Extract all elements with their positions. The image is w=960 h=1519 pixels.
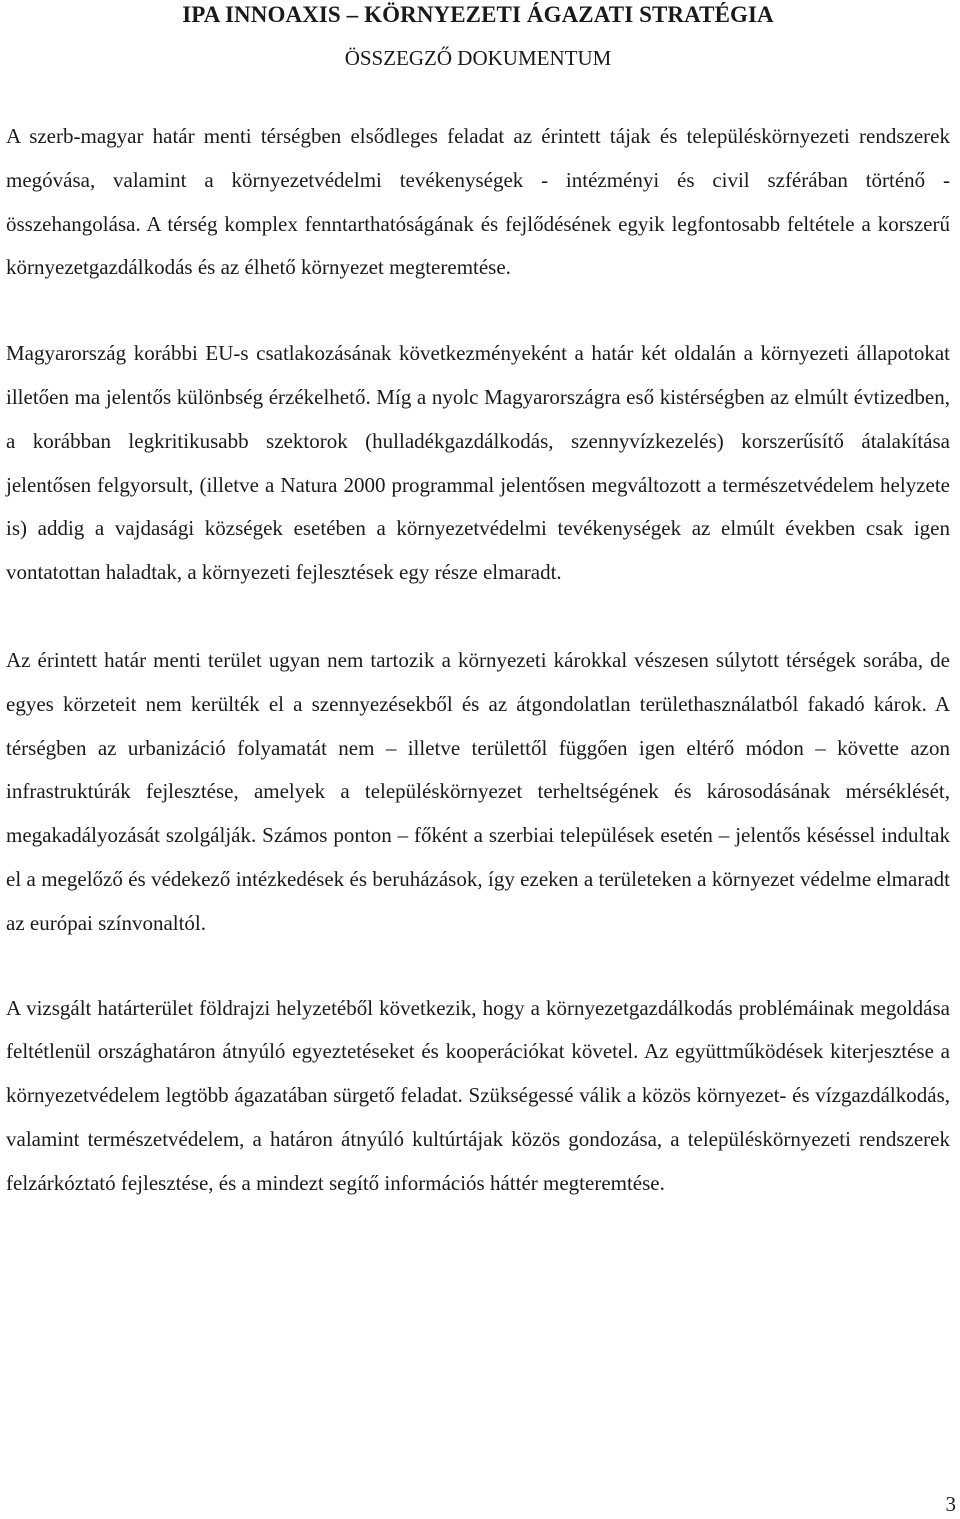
paragraph-2: Magyarország korábbi EU-s csatlakozásának következményeként a határ két oldalán a környezeti állapotokat illetően ma jelentős különbség érzékelhető. Míg a nyolc Magyarországra eső kistérségben az elmúlt évtizedben, a korábban legkritikusabb szektorok (hulladékgazdálkodás, szennyvízkezelés) korszerűsítő átalakítása jelentősen felgyorsult, (illetve a Natura 2000 programmal jelentősen megváltozott a természetvédelem helyzete is) addig a vajdasági községek esetében a környezetvédelmi tevékenységek az elmúlt években csak igen vontatottan haladtak, a környezeti fejlesztések egy része elmaradt. [6, 341, 950, 585]
paragraph-4: A vizsgált határterület földrajzi helyzetéből következik, hogy a környezetgazdálkodás problémáinak megoldása feltétlenül országhatáron átnyúló egyeztetéseket és kooperációkat követel. Az együttműködések kiterjesztése a környezetvédelem legtöbb ágazatában sürgető feladat. Szükségessé válik a közös környezet- és vízgazdálkodás, valamint természetvédelem, a határon átnyúló kultúrtájak közös gondozása, a településkörnyezeti rendszerek felzárkóztató fejlesztése, és a mindezt segítő információs háttér megteremtése. [6, 995, 950, 1195]
paragraph-1: A szerb-magyar határ menti térségben elsődleges feladat az érintett tájak és településkörnyezeti rendszerek megóvása, valamint a környezetvédelmi tevékenységek - intézményi és civil szférában történő - összehangolása. A térség komplex fenntarthatóságának és fejlődésének egyik legfontosabb feltétele a korszerű környezetgazdálkodás és az élhető környezet megteremtése. [6, 124, 950, 280]
page-number: 3 [945, 1492, 956, 1516]
document-subtitle: ÖSSZEGZŐ DOKUMENTUM [344, 46, 612, 70]
document-title: IPA INNOAXIS – KÖRNYEZETI ÁGAZATI STRATÉGIA [182, 2, 774, 27]
paragraph-3: Az érintett határ menti terület ugyan nem tartozik a környezeti károkkal vészesen súlytott térségek sorába, de egyes körzeteit nem kerülték el a szennyezésekből és az átgondolatlan területhasználatból fakadó károk. A térségben az urbanizáció folyamatát nem – illetve területtől függően igen eltérő módon – követte azon infrastruktúrák fejlesztése, amelyek a településkörnyezet terheltségének és károsodásának mérséklését, megakadályozását szolgálják. Számos ponton – főként a szerbiai települések esetén – jelentős késéssel indultak el a megelőző és védekező intézkedések és beruházások, így ezeken a területeken a környezet védelme elmaradt az európai színvonaltól. [6, 647, 950, 935]
